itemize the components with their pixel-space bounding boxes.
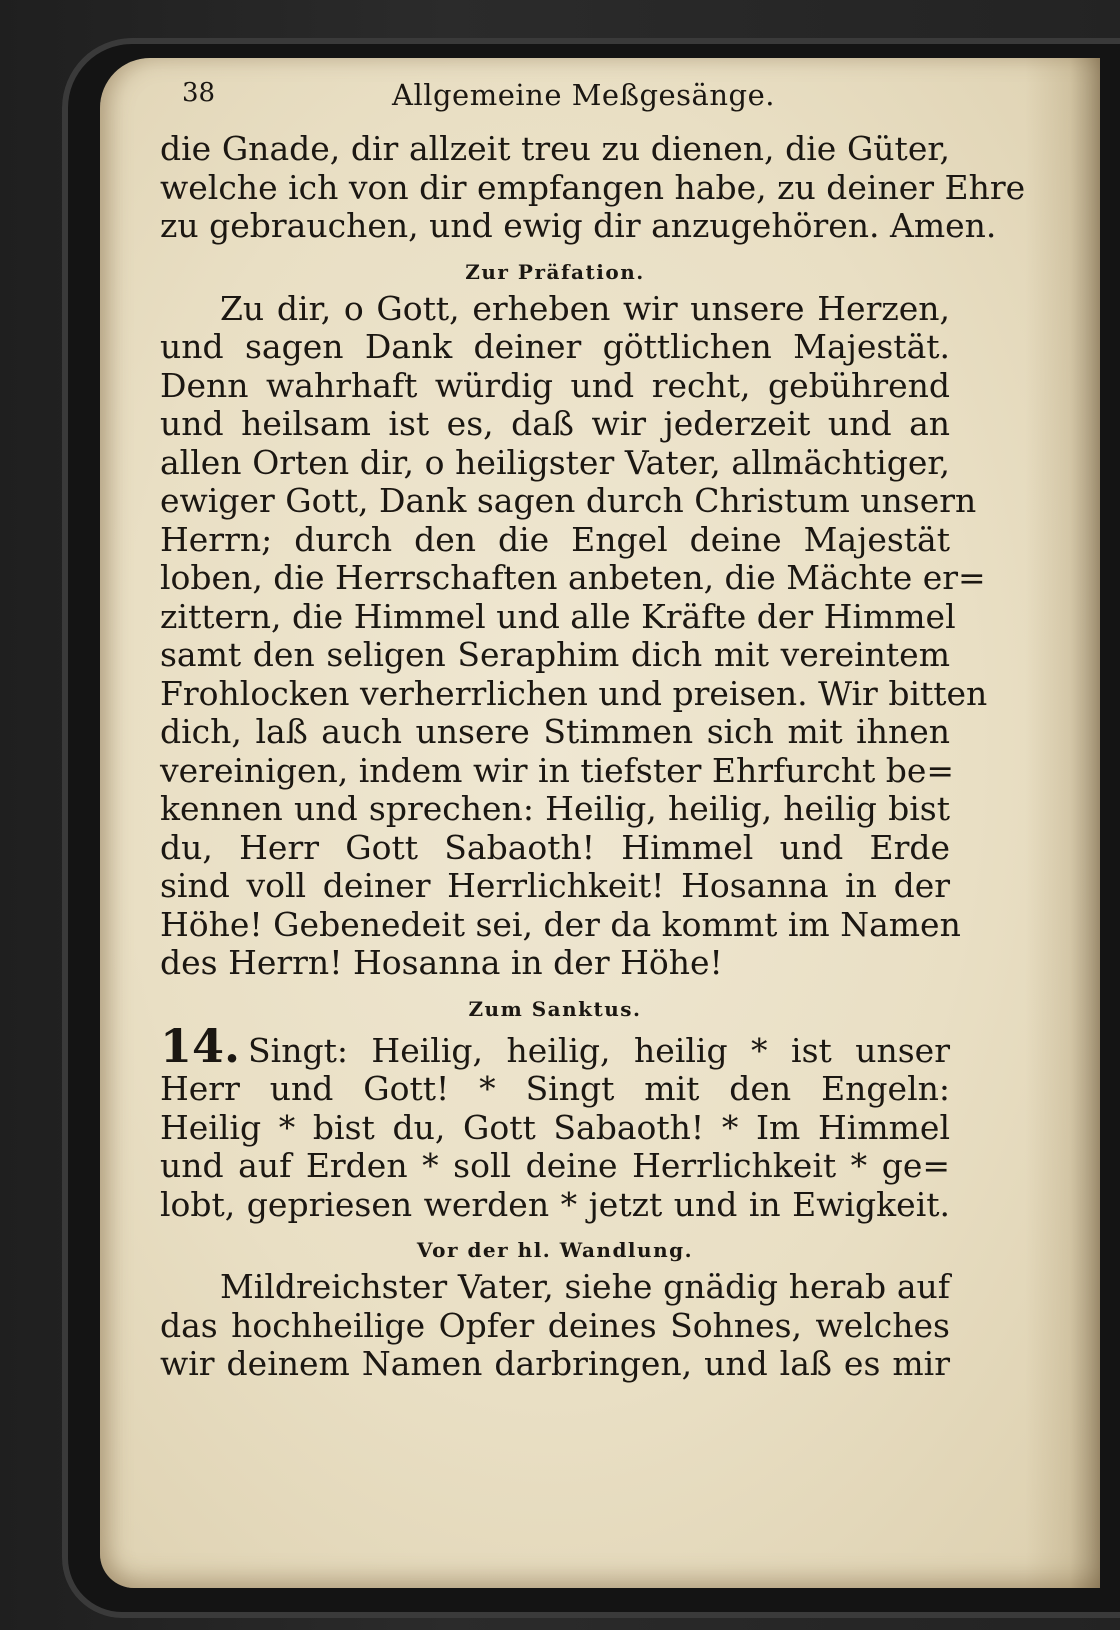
text-line: Mildreichster Vater, siehe gnädig herab auf [220,1267,950,1306]
hymn-first-line [160,1018,950,1073]
text-line: Singt: Heilig, heilig, heilig * ist unser [248,1030,950,1070]
text-line: wir deinem Namen darbringen, und laß es mir [160,1344,950,1383]
text-line: zu gebrauchen, und ewig dir anzugehören. Amen. [160,206,997,245]
continuation-paragraph [160,129,1026,246]
text-line: des Herrn! Hosanna in der Höhe! [160,943,723,982]
text-line: Höhe! Gebenedeit sei, der da kommt im Namen [160,904,961,944]
hymn-number: 14. [160,1018,241,1073]
text-line: Denn wahrhaft würdig und recht, gebührend [160,365,950,405]
page-gutter [1025,58,1100,1588]
text-line: Herr und Gott! * Singt mit den Engeln: [160,1069,950,1108]
text-line: das hochheilige Opfer deines Sohnes, welches [160,1305,950,1345]
text-line: ewiger Gott, Dank sagen durch Christum unsern [160,481,977,520]
sanktus-paragraph [160,1018,950,1225]
text-line: lobt, gepriesen werden * jetzt und in Ewigkeit. [160,1184,950,1224]
text-line: kennen und sprechen: Heilig, heilig, heilig bist [160,789,950,828]
text-line: Herrn; durch den die Engel deine Majestät [160,519,950,559]
text-line: samt den seligen Seraphim dich mit vereintem [160,635,950,674]
text-line: und sagen Dank deiner göttlichen Majestät. [160,327,950,366]
section-heading-wandlung: Vor der hl. Wandlung. [416,1238,694,1262]
text-line: Heilig * bist du, Gott Sabaoth! * Im Himmel [160,1107,950,1147]
text-line: zittern, die Himmel und alle Kräfte der Himmel [160,596,956,636]
text-line: die Gnade, dir allzeit treu zu dienen, die Güter, [160,129,950,168]
text-line: allen Orten dir, o heiligster Vater, allmächtiger, [160,442,950,482]
text-line: und heilsam ist es, daß wir jederzeit und an [160,404,950,443]
text-line: sind voll deiner Herrlichkeit! Hosanna in der [160,866,950,905]
text-line: dich, laß auch unsere Stimmen sich mit ihnen [160,712,950,751]
text-line: du, Herr Gott Sabaoth! Himmel und Erde [160,827,950,867]
page-text [160,70,1026,1384]
section-heading-praefation: Zur Präfation. [465,259,645,284]
text-line: welche ich von dir empfangen habe, zu deiner Ehre [160,167,1026,207]
page-header [160,70,950,130]
text-line: vereinigen, indem wir in tiefster Ehrfurcht be= [160,750,955,790]
wandlung-paragraph [160,1268,950,1384]
text-line: loben, die Herrschaften anbeten, die Mächte er= [160,558,986,597]
section-heading-sanktus: Zum Sanktus. [468,996,642,1021]
running-title: Allgemeine Meßgesänge. [392,78,775,112]
text-line: Zu dir, o Gott, erheben wir unsere Herzen, [220,288,950,328]
text-line: und auf Erden * soll deine Herrlichkeit * ge= [160,1146,950,1185]
page-number: 38 [182,78,216,108]
text-line: Frohlocken verherrlichen und preisen. Wir bitten [160,673,988,713]
praefation-paragraph [160,288,988,983]
